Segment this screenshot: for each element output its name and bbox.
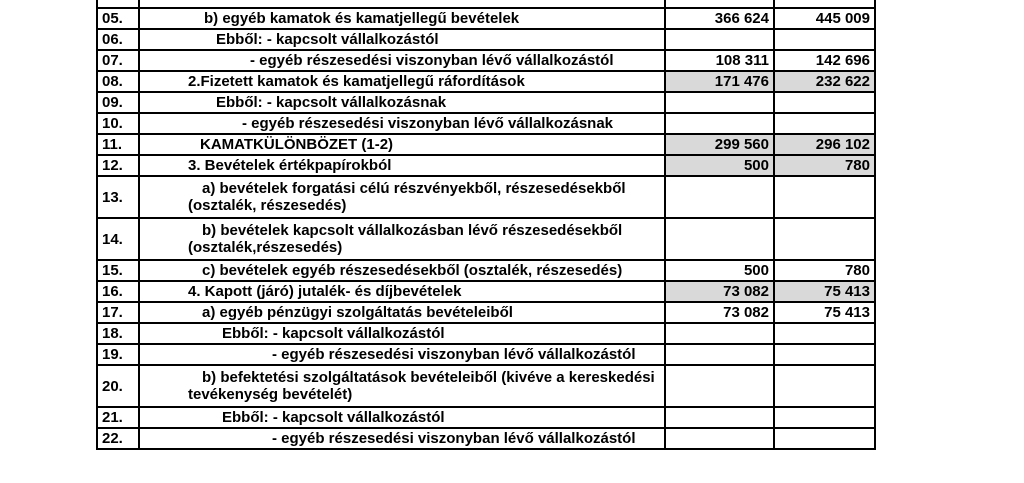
value-previous [774,344,875,365]
row-description: 4. Kapott (járó) jutalék- és díjbevételek [139,281,665,302]
row-number: 16. [97,281,139,302]
table-row [97,176,875,218]
value-previous: 75 413 [774,281,875,302]
value-current: 171 476 [665,71,774,92]
financial-table [96,0,876,450]
value-current: 500 [665,155,774,176]
row-description: Ebből: - kapcsolt vállalkozástól [139,29,665,50]
table-row [97,8,875,29]
table-row [97,428,875,449]
value-current [665,407,774,428]
value-current: 500 [665,260,774,281]
value-previous: 780 [774,155,875,176]
row-description [139,365,665,407]
value-current [665,344,774,365]
value-current: 73 082 [665,302,774,323]
value-current: 108 311 [665,50,774,71]
value-current [665,92,774,113]
row-number: 22. [97,428,139,449]
row-number: 17. [97,302,139,323]
row-description: Ebből: - kapcsolt vállalkozástól [139,407,665,428]
row-description [139,0,665,8]
table-row [97,407,875,428]
table-row [97,344,875,365]
row-number: 05. [97,8,139,29]
value-previous: 75 413 [774,302,875,323]
table-row [97,113,875,134]
row-number: 07. [97,50,139,71]
table-row [97,323,875,344]
row-number [97,0,139,8]
row-description: a) egyéb pénzügyi szolgáltatás bevételeiből [139,302,665,323]
table-row [97,218,875,260]
row-number: 14. [97,218,139,260]
row-number: 12. [97,155,139,176]
row-number: 11. [97,134,139,155]
table-row [97,134,875,155]
row-number: 08. [97,71,139,92]
row-description: c) bevételek egyéb részesedésekből (osztalék, részesedés) [139,260,665,281]
value-current [665,176,774,218]
table-row [97,0,875,8]
value-current: 366 624 [665,8,774,29]
value-previous [774,0,875,8]
value-previous [774,365,875,407]
row-description: 3. Bevételek értékpapírokból [139,155,665,176]
row-description: - egyéb részesedési viszonyban lévő vállalkozástól [139,344,665,365]
row-number: 20. [97,365,139,407]
table-row [97,302,875,323]
table-row [97,29,875,50]
value-current [665,365,774,407]
value-previous: 296 102 [774,134,875,155]
value-previous [774,92,875,113]
description-line: tevékenység bevételét) [188,386,353,403]
row-description: - egyéb részesedési viszonyban lévő vállalkozástól [139,428,665,449]
row-description: Ebből: - kapcsolt vállalkozástól [139,323,665,344]
table-row [97,365,875,407]
description-line: a) bevételek forgatási célú részvényekből, részesedésekből [202,180,626,197]
row-description: 2.Fizetett kamatok és kamatjellegű ráfordítások [139,71,665,92]
value-previous [774,218,875,260]
description-line: b) befektetési szolgáltatások bevételeiből (kivéve a kereskedési [202,369,655,386]
table-row [97,260,875,281]
description-line: (osztalék,részesedés) [188,239,343,256]
row-number: 18. [97,323,139,344]
value-previous [774,323,875,344]
row-number: 19. [97,344,139,365]
value-current: 73 082 [665,281,774,302]
row-number: 21. [97,407,139,428]
table-row [97,281,875,302]
value-current [665,323,774,344]
row-number: 15. [97,260,139,281]
value-previous: 780 [774,260,875,281]
value-previous [774,176,875,218]
value-current [665,0,774,8]
value-current [665,218,774,260]
row-description [139,218,665,260]
row-description: - egyéb részesedési viszonyban lévő vállalkozásnak [139,113,665,134]
value-current [665,428,774,449]
value-current [665,113,774,134]
value-previous [774,428,875,449]
table-row [97,71,875,92]
description-line: b) bevételek kapcsolt vállalkozásban lévő részesedésekből [202,222,623,239]
value-previous: 142 696 [774,50,875,71]
value-current [665,29,774,50]
value-previous [774,29,875,50]
table-row [97,50,875,71]
value-current: 299 560 [665,134,774,155]
row-number: 13. [97,176,139,218]
row-description: b) egyéb kamatok és kamatjellegű bevételek [139,8,665,29]
row-description: KAMATKÜLÖNBÖZET (1-2) [139,134,665,155]
row-number: 06. [97,29,139,50]
value-previous: 232 622 [774,71,875,92]
table-row [97,155,875,176]
row-description [139,176,665,218]
value-previous [774,113,875,134]
row-number: 10. [97,113,139,134]
value-previous: 445 009 [774,8,875,29]
row-description: Ebből: - kapcsolt vállalkozásnak [139,92,665,113]
description-line: (osztalék, részesedés) [188,197,347,214]
table-row [97,92,875,113]
row-number: 09. [97,92,139,113]
row-description: - egyéb részesedési viszonyban lévő vállalkozástól [139,50,665,71]
value-previous [774,407,875,428]
